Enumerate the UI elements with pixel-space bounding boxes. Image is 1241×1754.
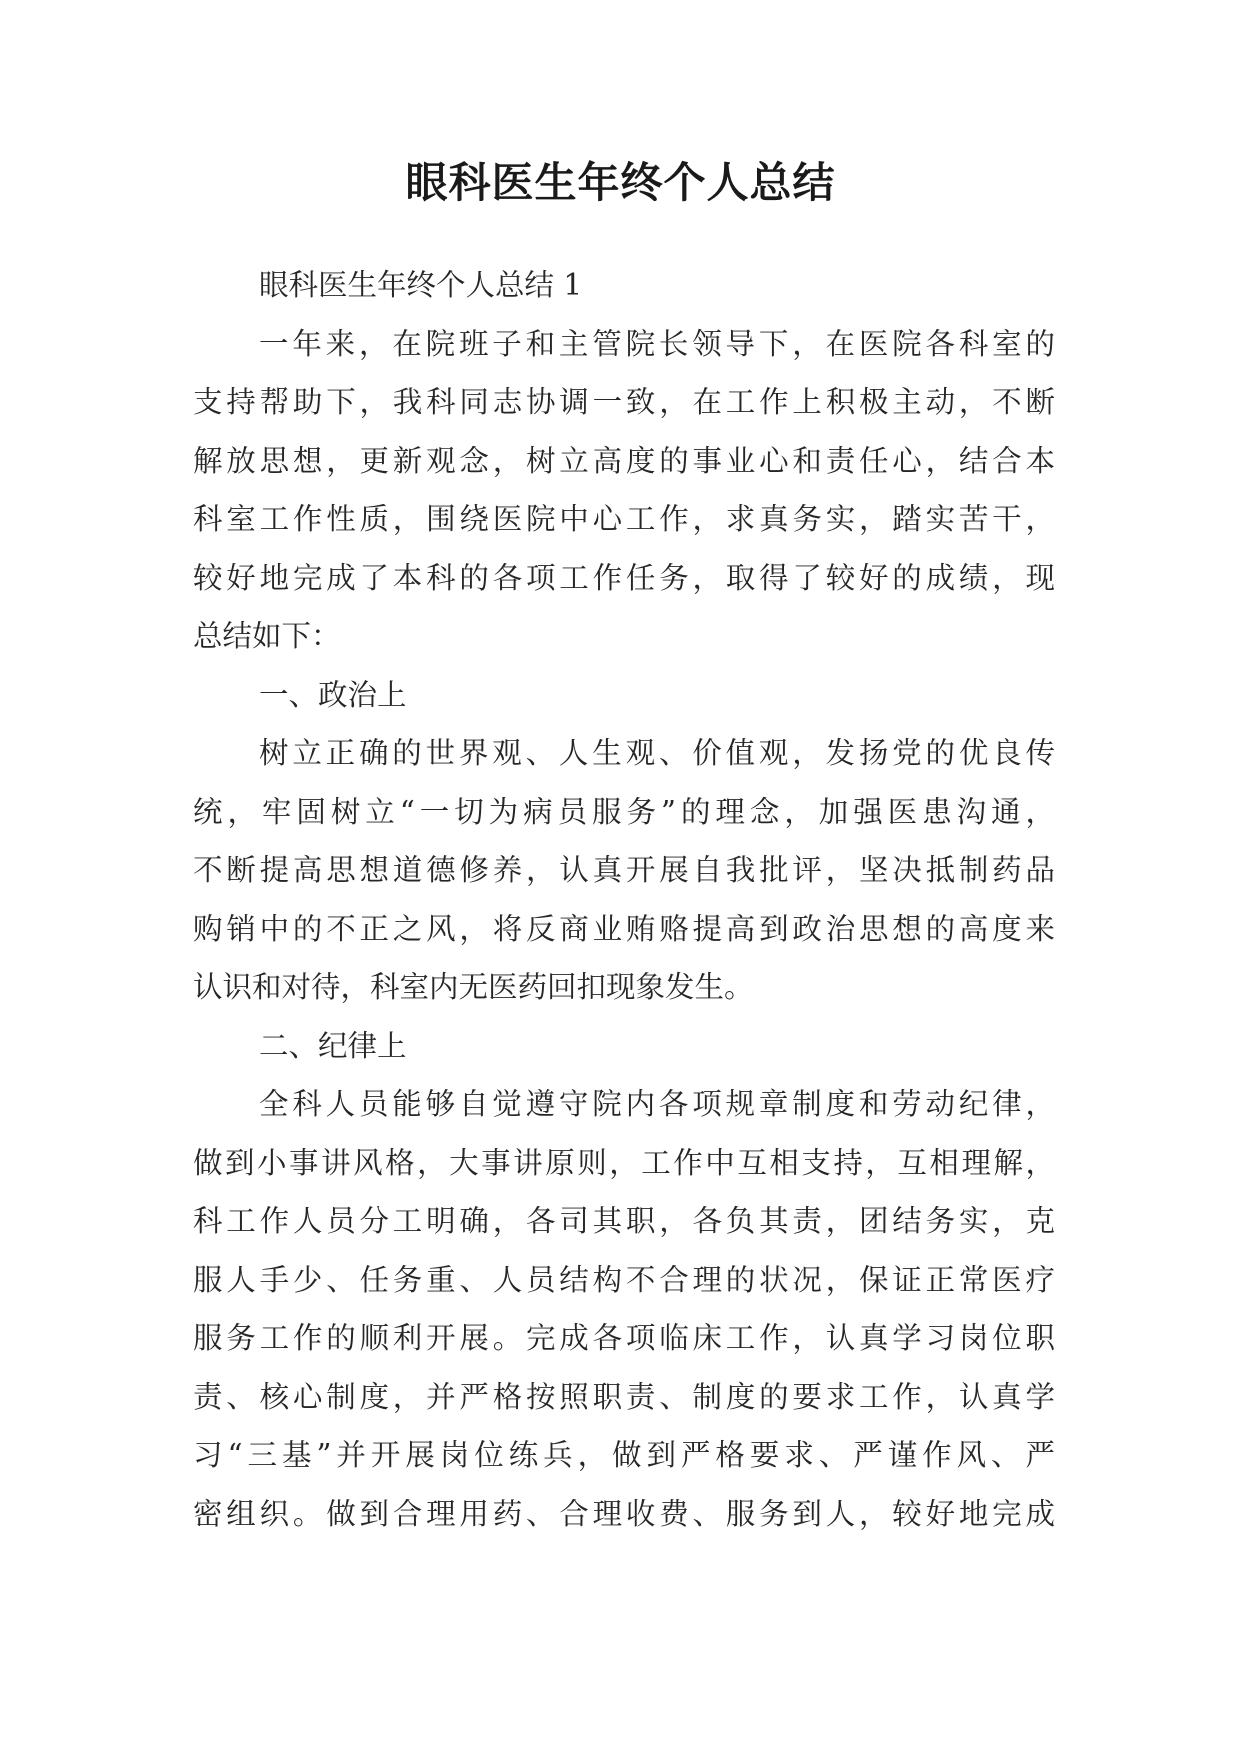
text-line: 较好地完成了本科的各项工作任务，取得了较好的成绩，现 [193,560,1055,595]
text-line: 服务工作的顺利开展。完成各项临床工作，认真学习岗位职 [193,1321,1055,1355]
text-line: 一年来，在院班子和主管院长领导下，在医院各科室的 [259,326,1055,361]
text-line: 支持帮助下，我科同志协调一致，在工作上积极主动，不断 [193,385,1055,419]
text-line: 全科人员能够自觉遵守院内各项规章制度和劳动纪律， [259,1087,1055,1121]
text-line: 科室工作性质，围绕医院中心工作，求真务实，踏实苦干， [193,502,1055,536]
text-line: 统，牢固树立“一切为病员服务”的理念，加强医患沟通， [193,794,1055,829]
text-line: 总结如下： [193,619,341,653]
text-line: 二、纪律上 [259,1028,407,1063]
text-line: 科工作人员分工明确，各司其职，各负其责，团结务实，克 [193,1204,1055,1238]
text-line: 认识和对待，科室内无医药回扣现象发生。 [193,970,754,1004]
text-line: 不断提高思想道德修养，认真开展自我批评，坚决抵制药品 [193,853,1055,887]
text-line: 树立正确的世界观、人生观、价值观，发扬党的优良传 [259,736,1055,770]
text-line: 解放思想，更新观念，树立高度的事业心和责任心，结合本 [193,443,1055,478]
text-line: 一、政治上 [259,677,407,712]
text-line: 做到小事讲风格，大事讲原则，工作中互相支持，互相理解， [193,1145,1055,1180]
text-line: 习“三基”并开展岗位练兵，做到严格要求、严谨作风、严 [193,1438,1055,1472]
text-line: 购销中的不正之风，将反商业贿赂提高到政治思想的高度来 [193,911,1055,946]
text-line: 眼科医生年终个人总结 1 [259,268,583,302]
text-line: 密组织。做到合理用药、合理收费、服务到人，较好地完成 [193,1496,1055,1531]
document-body [193,256,1055,1543]
document-title: 眼科医生年终个人总结 [405,158,836,207]
text-line: 服人手少、任务重、人员结构不合理的状况，保证正常医疗 [193,1262,1055,1297]
text-line: 责、核心制度，并严格按照职责、制度的要求工作，认真学 [193,1379,1055,1414]
